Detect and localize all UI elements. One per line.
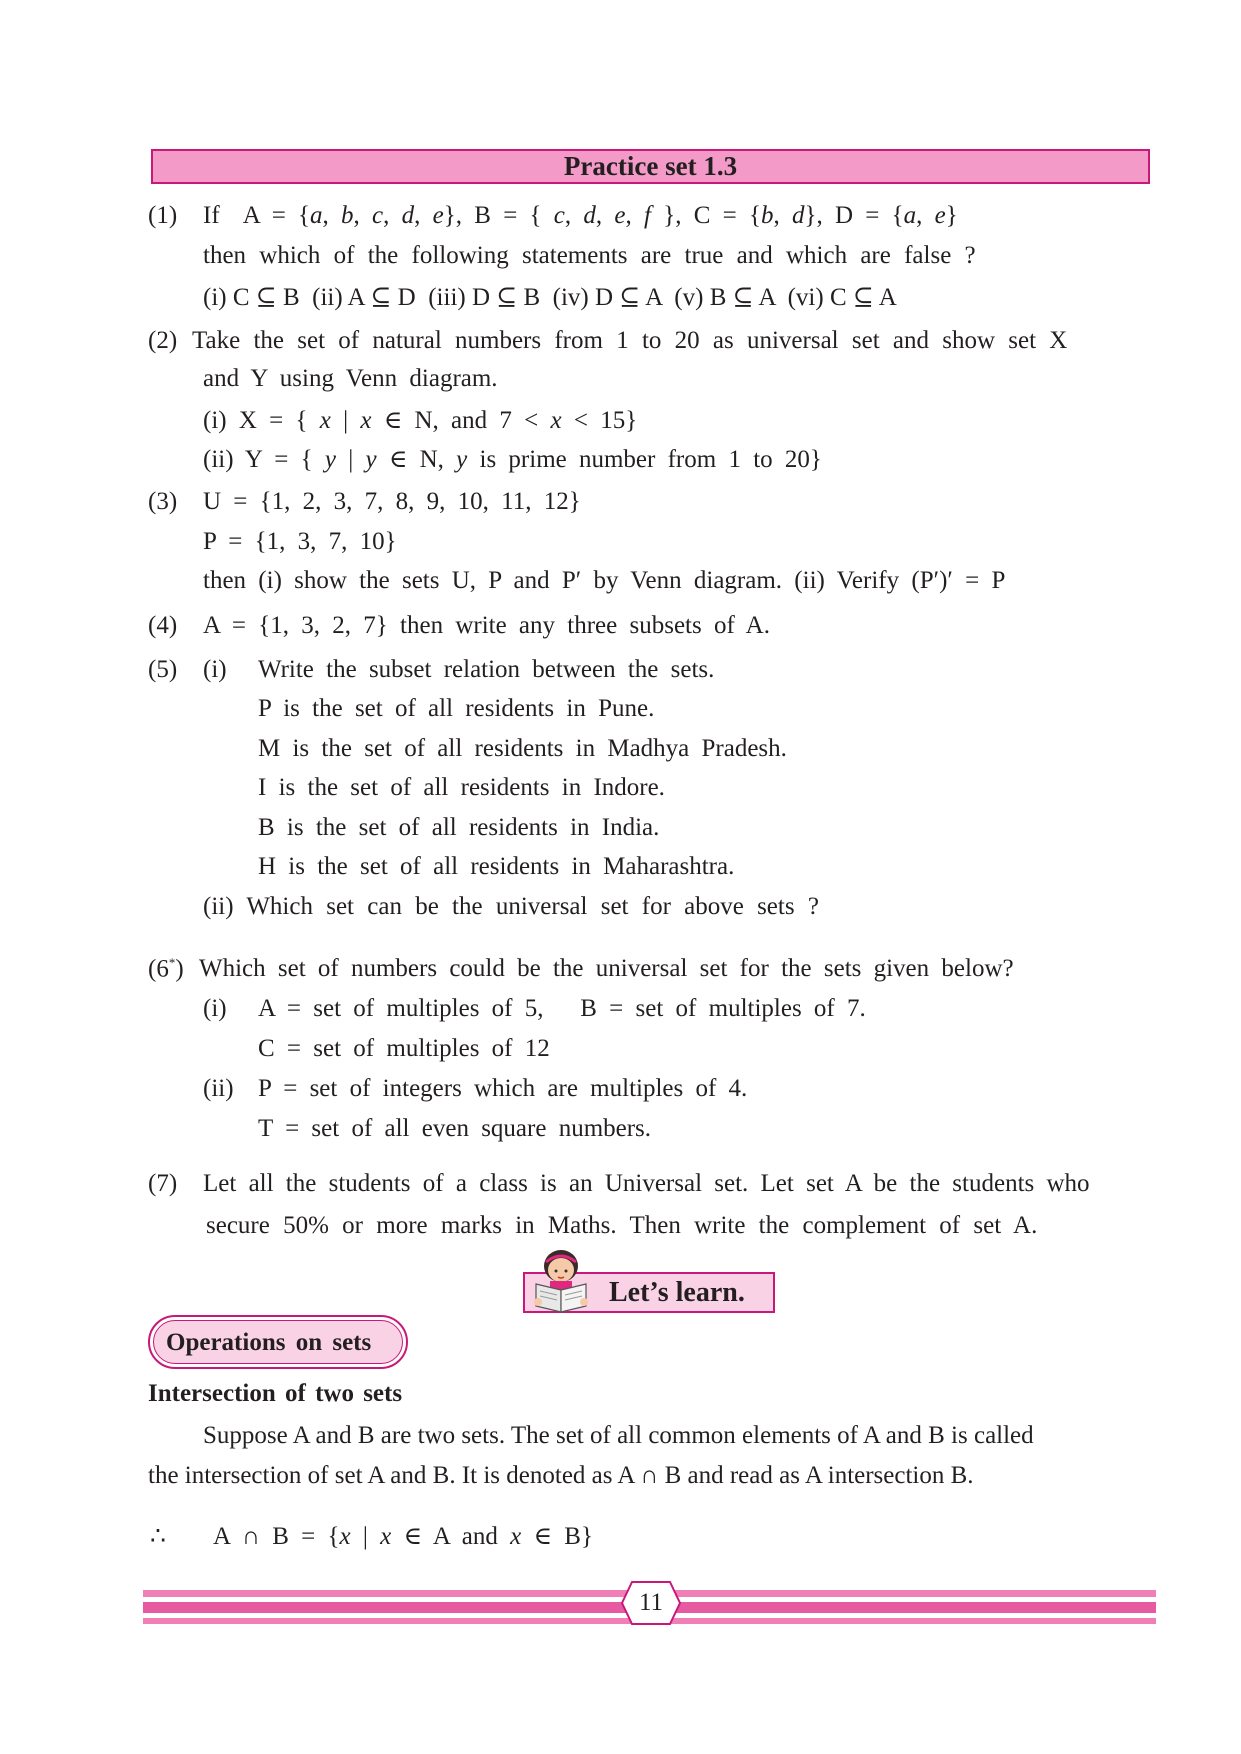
intersection-paragraph-line-1: Suppose A and B are two sets. The set of all common elements of A and B is called [203,1422,1034,1449]
question-7-line-1: Let all the students of a class is an Universal set. Let set A be the students who [203,1170,1090,1197]
question-2-set-x: (i) X = { x | x ∈ N, and 7 < x < 15} [203,407,638,434]
question-6-line-3: C = set of multiples of 12 [258,1035,550,1062]
question-7-line-2: secure 50% or more marks in Maths. Then write the complement of set A. [206,1212,1038,1239]
question-6-line-4: P = set of integers which are multiples of 4. [258,1075,748,1102]
practice-set-title: Practice set 1.3 [151,149,1150,184]
question-2-line-1: Take the set of natural numbers from 1 to 20 as universal set and show set X [192,327,1068,354]
intersection-formula: A ∩ B = {x | x ∈ A and x ∈ B} [213,1523,593,1550]
question-6-number-close: ) [175,955,184,983]
question-1-line-1: If A = {a, b, c, d, e}, B = { c, d, e, f }, C = {b, d}, D = {a, e} [203,202,958,229]
question-1-number: (1) [148,202,178,229]
question-3-number: (3) [148,488,178,515]
girl-reading-book-icon [530,1248,592,1316]
lets-learn-label: Let’s learn. [609,1277,745,1308]
question-5-line-1: Write the subset relation between the sets. [258,656,715,683]
question-5-line-3: M is the set of all residents in Madhya Pradesh. [258,735,787,762]
operations-on-sets-heading [148,1315,408,1369]
intersection-paragraph-line-2: the intersection of set A and B. It is denoted as A ∩ B and read as A intersection B. [148,1462,974,1489]
question-2-number: (2) [148,327,178,354]
question-3-line-3: then (i) show the sets U, P and P′ by Venn diagram. (ii) Verify (P′)′ = P [203,567,1006,594]
question-1-options: (i) C ⊆ B (ii) A ⊆ D (iii) D ⊆ B (iv) D ⊆ A (v) B ⊆ A (vi) C ⊆ A [203,284,897,311]
intersection-heading: Intersection of two sets [148,1380,403,1407]
question-5-sub-ii: (ii) Which set can be the universal set for above sets ? [203,893,819,920]
question-2-line-2: and Y using Venn diagram. [203,365,498,392]
question-6-line-2: A = set of multiples of 5, B = set of multiples of 7. [258,995,866,1022]
page-number-badge [620,1580,682,1626]
question-4-number: (4) [148,612,178,639]
question-5-line-4: I is the set of all residents in Indore. [258,774,665,801]
question-6-sub-ii: (ii) [203,1075,234,1102]
question-5-line-6: H is the set of all residents in Maharashtra. [258,853,735,880]
question-6-sub-i: (i) [203,995,227,1022]
question-5-line-2: P is the set of all residents in Pune. [258,695,655,722]
question-2-set-y: (ii) Y = { y | y ∈ N, y is prime number from 1 to 20} [203,446,822,473]
question-1-line-2: then which of the following statements are true and which are false ? [203,242,976,269]
question-3-set-p: P = {1, 3, 7, 10} [203,528,397,555]
question-6-number [148,955,184,983]
question-7-number: (7) [148,1170,178,1197]
question-4-line-1: A = {1, 3, 2, 7} then write any three subsets of A. [203,612,770,639]
question-5-line-5: B is the set of all residents in India. [258,814,660,841]
question-6-star: * [168,955,176,970]
question-3-universal-set: U = {1, 2, 3, 7, 8, 9, 10, 11, 12} [203,488,581,515]
question-5-number: (5) [148,656,178,683]
therefore-symbol: ∴ [150,1523,166,1550]
question-5-sub-i: (i) [203,656,227,683]
question-6-line-1: Which set of numbers could be the universal set for the sets given below? [199,955,1014,982]
operations-on-sets-label: Operations on sets [153,1320,403,1364]
question-6-number-text: (6 [148,955,169,983]
page-number: 11 [638,1589,664,1616]
question-6-line-5: T = set of all even square numbers. [258,1115,652,1142]
